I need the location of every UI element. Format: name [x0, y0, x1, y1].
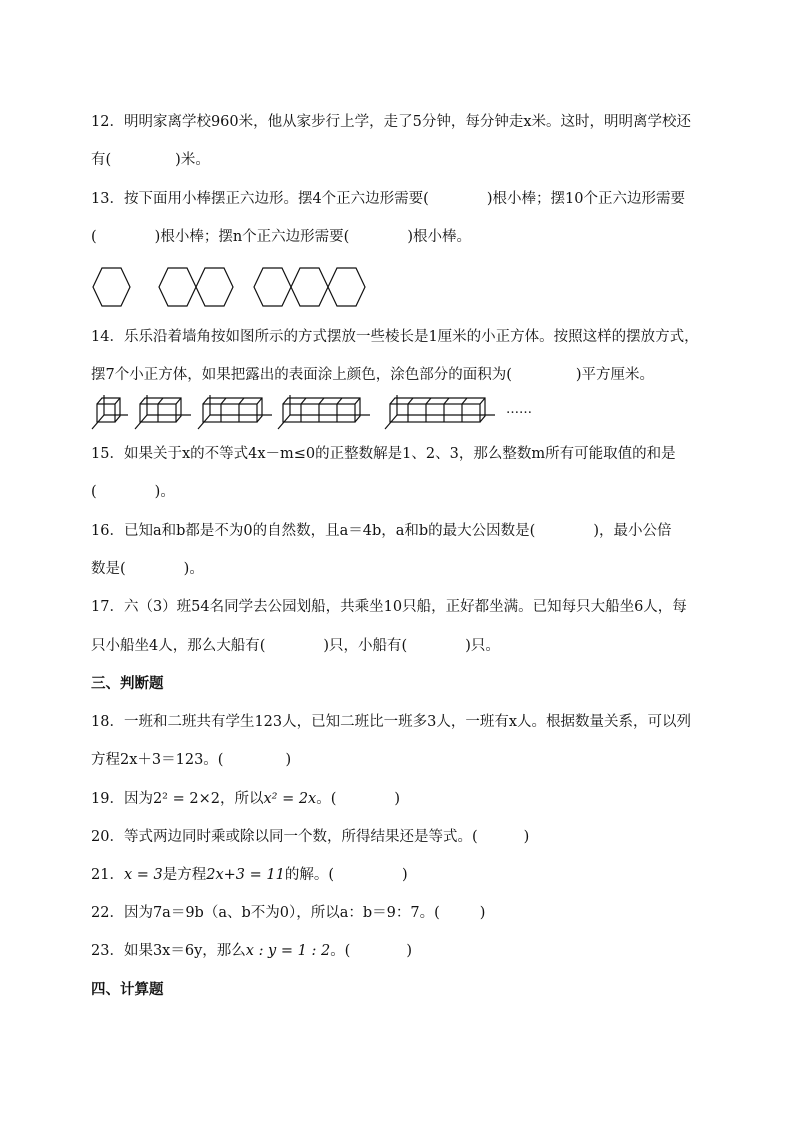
q22-line	[91, 903, 485, 923]
q21-text-post: 的解。(	[284, 867, 335, 883]
hexagon-3b	[291, 268, 328, 306]
q18-line1: 18．一班和二班共有学生123人，已知二班比一班多3人，一班有x人。根据数量关系，可以列	[91, 714, 692, 730]
q19-close-paren: )	[394, 791, 401, 807]
cube-group-1	[92, 395, 128, 429]
q23-text-post: 。(	[330, 943, 351, 959]
q15-line2	[91, 482, 175, 502]
q16-line1	[91, 521, 672, 541]
q17-line2	[91, 636, 500, 656]
q19-text-post: 。(	[316, 791, 337, 807]
q16-text-post: )，最小公倍	[593, 523, 672, 539]
q17-text-mid: )只，小船有(	[323, 638, 408, 654]
hexagon-3a	[254, 268, 291, 306]
q19-line	[91, 789, 400, 809]
hexagon-2a	[159, 268, 196, 306]
q15-line1: 15．如果关于x的不等式4x－m≤0的正整数解是1、2、3，那么整数m所有可能取值的和是	[91, 446, 676, 462]
q16-text-pre2: 数是(	[91, 561, 126, 577]
q18-text-pre: 方程2x＋3＝123。(	[91, 752, 224, 768]
q16-text-post2: )。	[183, 561, 204, 577]
section-heading-3: 三、判断题	[91, 676, 164, 692]
cube-group-3	[198, 395, 272, 429]
q13-text-mid2: )根小棒；摆n个正六边形需要(	[154, 229, 350, 245]
q22-text-pre: 22．因为7a＝9b（a、b不为0），所以a：b＝9：7。(	[91, 905, 440, 921]
q23-text-pre: 23．如果3x＝6y，那么	[91, 943, 246, 959]
q12-text-post: )米。	[175, 152, 210, 168]
cube-figure	[90, 393, 510, 435]
cube-group-2	[135, 395, 191, 429]
hexagon-1	[93, 268, 130, 306]
q13-text-pre2: (	[91, 229, 97, 245]
q14-text-pre: 摆7个小正方体，如果把露出的表面涂上颜色，涂色部分的面积为(	[91, 367, 512, 383]
q17-line1: 17．六（3）班54名同学去公园划船，共乘坐10只船，正好都坐满。已知每只大船坐6人，每	[91, 599, 687, 615]
q21-equation-1: x = 3	[123, 867, 163, 883]
q18-line2	[91, 750, 291, 770]
q17-text-pre: 只小船坐4人，那么大船有(	[91, 638, 266, 654]
cube-group-4	[278, 395, 370, 429]
q20-text-pre: 20．等式两边同时乘或除以同一个数，所得结果还是等式。(	[91, 829, 478, 845]
q19-equation-2: x² = 2x	[263, 791, 317, 807]
q23-line	[91, 941, 412, 961]
q12-line1: 12．明明家离学校960米，他从家步行上学，走了5分钟，每分钟走x米。这时，明明离学校还	[91, 114, 692, 130]
section-heading-4: 四、计算题	[91, 982, 164, 998]
q19-equation-1: 2² = 2×2	[152, 791, 220, 807]
hexagon-figure	[90, 264, 370, 310]
hexagon-2b	[196, 268, 233, 306]
q21-text-mid: 是方程	[162, 867, 207, 883]
q12-text-pre: 有(	[91, 152, 112, 168]
hexagon-3c	[328, 268, 365, 306]
q16-text-pre: 16．已知a和b都是不为0的自然数，且a＝4b，a和b的最大公因数是(	[91, 523, 536, 539]
q14-text-post: )平方厘米。	[575, 367, 655, 383]
q12-line2	[91, 150, 210, 170]
q21-close-paren: )	[402, 867, 408, 883]
q13-text-pre: 13．按下面用小棒摆正六边形。摆4个正六边形需要(	[91, 191, 429, 207]
q15-text-post: )。	[154, 484, 175, 500]
q16-line2	[91, 559, 204, 579]
q13-text-post: )根小棒。	[407, 229, 471, 245]
q21-text-pre: 21．	[91, 867, 124, 883]
q23-close-paren: )	[406, 943, 413, 959]
q19-text-pre: 19．因为	[91, 791, 153, 807]
cube-group-5	[385, 395, 495, 429]
ellipsis: ……	[506, 402, 532, 417]
q19-text-mid: ，所以	[219, 791, 264, 807]
q17-text-post: )只。	[465, 638, 500, 654]
q14-line2	[91, 365, 654, 385]
q20-line	[91, 827, 529, 847]
q21-equation-2: 2x+3 = 11	[206, 867, 285, 883]
q22-close-paren: )	[479, 905, 486, 921]
q13-line2	[91, 227, 471, 247]
q23-equation: x : y = 1 : 2	[245, 943, 331, 959]
q13-line1	[91, 189, 685, 209]
q18-text-post: )	[285, 752, 292, 768]
q13-text-mid: )根小棒；摆10个正六边形需要	[486, 191, 685, 207]
q15-text-pre: (	[91, 484, 97, 500]
q14-line1: 14．乐乐沿着墙角按如图所示的方式摆放一些棱长是1厘米的小正方体。按照这样的摆放方式，	[91, 329, 699, 345]
q21-line	[91, 865, 408, 885]
q20-close-paren: )	[523, 829, 530, 845]
